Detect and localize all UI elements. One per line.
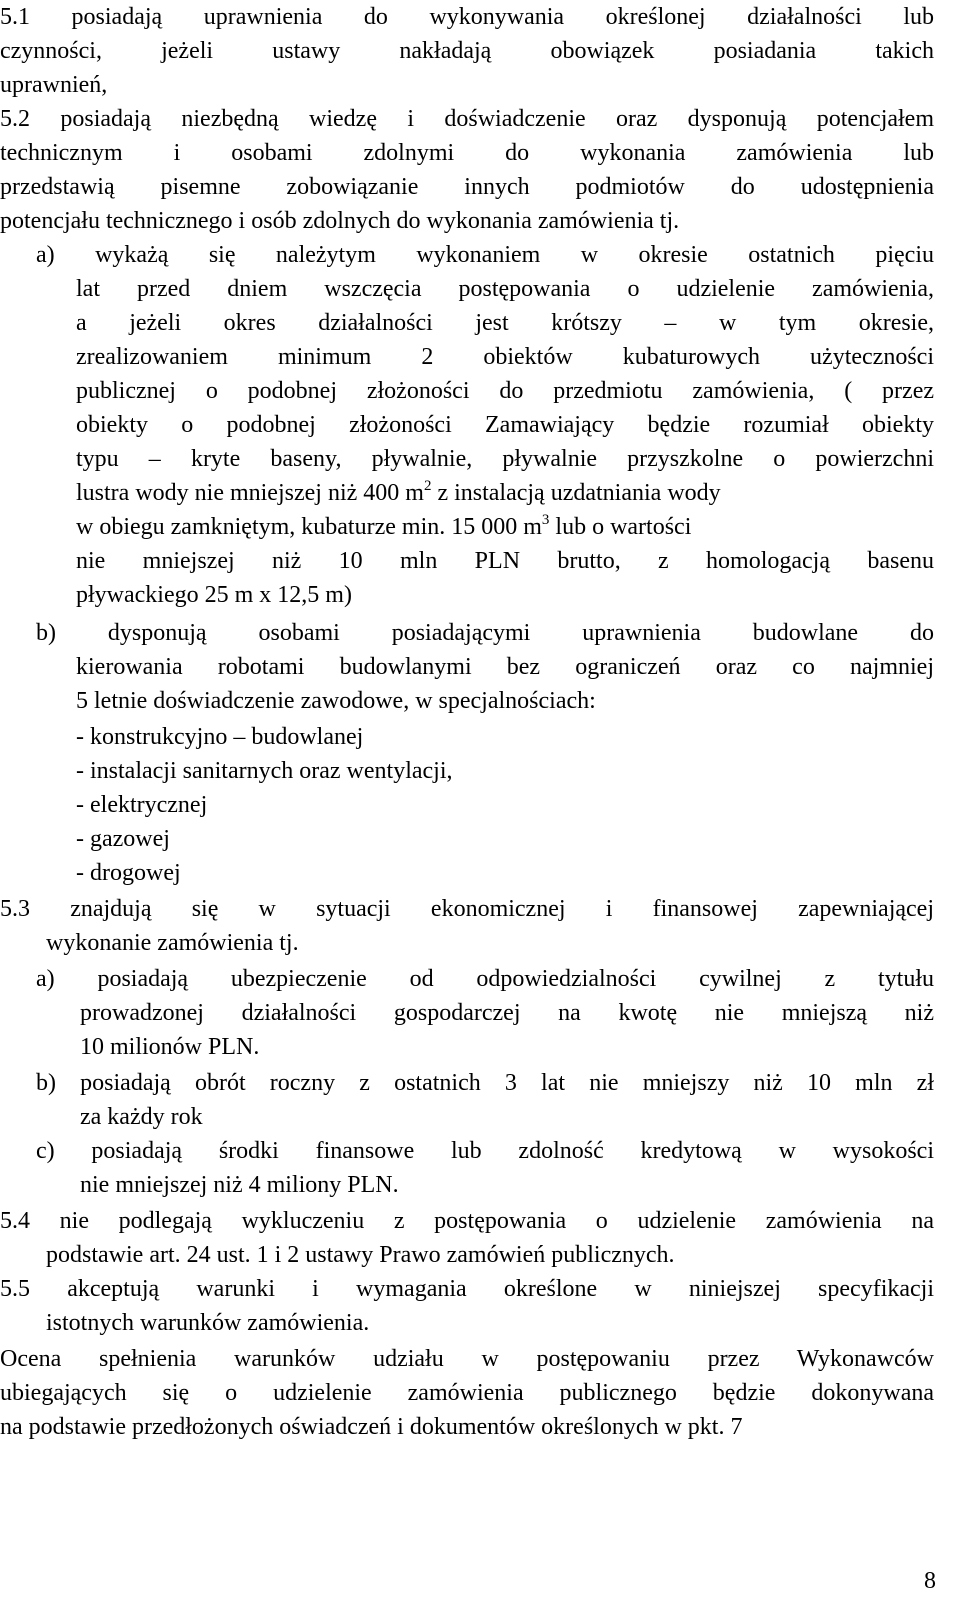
text-line: za każdy rok <box>80 1104 203 1130</box>
text-line: - elektrycznej <box>76 792 208 818</box>
text-line: nie mniejszej niż 4 miliony PLN. <box>80 1172 399 1198</box>
text-line: podstawie art. 24 ust. 1 i 2 ustawy Prawo zamówień publicznych. <box>46 1242 675 1268</box>
text-line: - instalacji sanitarnych oraz wentylacji, <box>76 758 453 784</box>
text-segment: w obiegu zamkniętym, kubaturze min. 15 000 m <box>76 514 542 540</box>
text-line <box>76 510 934 544</box>
text-line: uprawnień, <box>0 72 108 98</box>
text-line: prowadzonej działalności gospodarczej na kwotę nie mniejszą niż <box>80 1000 934 1026</box>
text-line: obiekty o podobnej złożoności Zamawiający będzie rozumiał obiekty <box>76 412 934 438</box>
text-line: ubiegających się o udzielenie zamówienia publicznego będzie dokonywana <box>0 1380 934 1406</box>
text-line: technicznym i osobami zdolnymi do wykonania zamówienia lub <box>0 140 934 166</box>
text-line <box>76 476 934 510</box>
text-line: na podstawie przedłożonych oświadczeń i dokumentów określonych w pkt. 7 <box>0 1414 743 1440</box>
text-line: 5.5 akceptują warunki i wymagania określone w niniejszej specyfikacji <box>0 1276 934 1302</box>
text-line: 5.1 posiadają uprawnienia do wykonywania określonej działalności lub <box>0 4 934 30</box>
text-line: Ocena spełnienia warunków udziału w postępowaniu przez Wykonawców <box>0 1346 934 1372</box>
text-line: wykonanie zamówienia tj. <box>46 930 299 956</box>
text-line: nie mniejszej niż 10 mln PLN brutto, z homologacją basenu <box>76 548 934 574</box>
text-line: przedstawią pisemne zobowiązanie innych podmiotów do udostępnienia <box>0 174 934 200</box>
text-line: istotnych warunków zamówienia. <box>46 1310 370 1336</box>
text-line: czynności, jeżeli ustawy nakładają obowiązek posiadania takich <box>0 38 934 64</box>
text-line: - drogowej <box>76 860 181 886</box>
text-line: c) posiadają środki finansowe lub zdolność kredytową w wysokości <box>36 1138 934 1164</box>
text-line: b) dysponują osobami posiadającymi uprawnienia budowlane do <box>36 620 934 646</box>
text-line: - konstrukcyjno – budowlanej <box>76 724 364 750</box>
text-line: kierowania robotami budowlanymi bez ograniczeń oraz co najmniej <box>76 654 934 680</box>
text-line: a) posiadają ubezpieczenie od odpowiedzialności cywilnej z tytułu <box>36 966 934 992</box>
text-segment: lustra wody nie mniejszej niż 400 m <box>76 480 424 506</box>
text-line: pływackiego 25 m x 12,5 m) <box>76 582 352 608</box>
text-line: 5.2 posiadają niezbędną wiedzę i doświadczenie oraz dysponują potencjałem <box>0 106 934 132</box>
superscript: 3 <box>541 512 550 528</box>
text-line: zrealizowaniem minimum 2 obiektów kubaturowych użyteczności <box>76 344 934 370</box>
text-line: lat przed dniem wszczęcia postępowania o udzielenie zamówienia, <box>76 276 934 302</box>
text-line: potencjału technicznego i osób zdolnych do wykonania zamówienia tj. <box>0 208 680 234</box>
text-line: a) wykażą się należytym wykonaniem w okresie ostatnich pięciu <box>36 242 934 268</box>
text-line: publicznej o podobnej złożoności do przedmiotu zamówienia, ( przez <box>76 378 934 404</box>
text-line: b) posiadają obrót roczny z ostatnich 3 lat nie mniejszy niż 10 mln zł <box>36 1070 934 1096</box>
superscript: 2 <box>423 478 432 494</box>
text-segment: lub o wartości <box>549 514 692 540</box>
text-line: a jeżeli okres działalności jest krótszy – w tym okresie, <box>76 310 934 336</box>
text-line: 5.4 nie podlegają wykluczeniu z postępowania o udzielenie zamówienia na <box>0 1208 934 1234</box>
page-number: 8 <box>924 1568 936 1594</box>
text-line: 10 milionów PLN. <box>80 1034 260 1060</box>
text-line: 5 letnie doświadczenie zawodowe, w specjalnościach: <box>76 688 596 714</box>
text-line: typu – kryte baseny, pływalnie, pływalnie przyszkolne o powierzchni <box>76 446 934 472</box>
text-line: 5.3 znajdują się w sytuacji ekonomicznej i finansowej zapewniającej <box>0 896 934 922</box>
text-line: - gazowej <box>76 826 170 852</box>
text-segment: z instalacją uzdatniania wody <box>431 480 721 506</box>
